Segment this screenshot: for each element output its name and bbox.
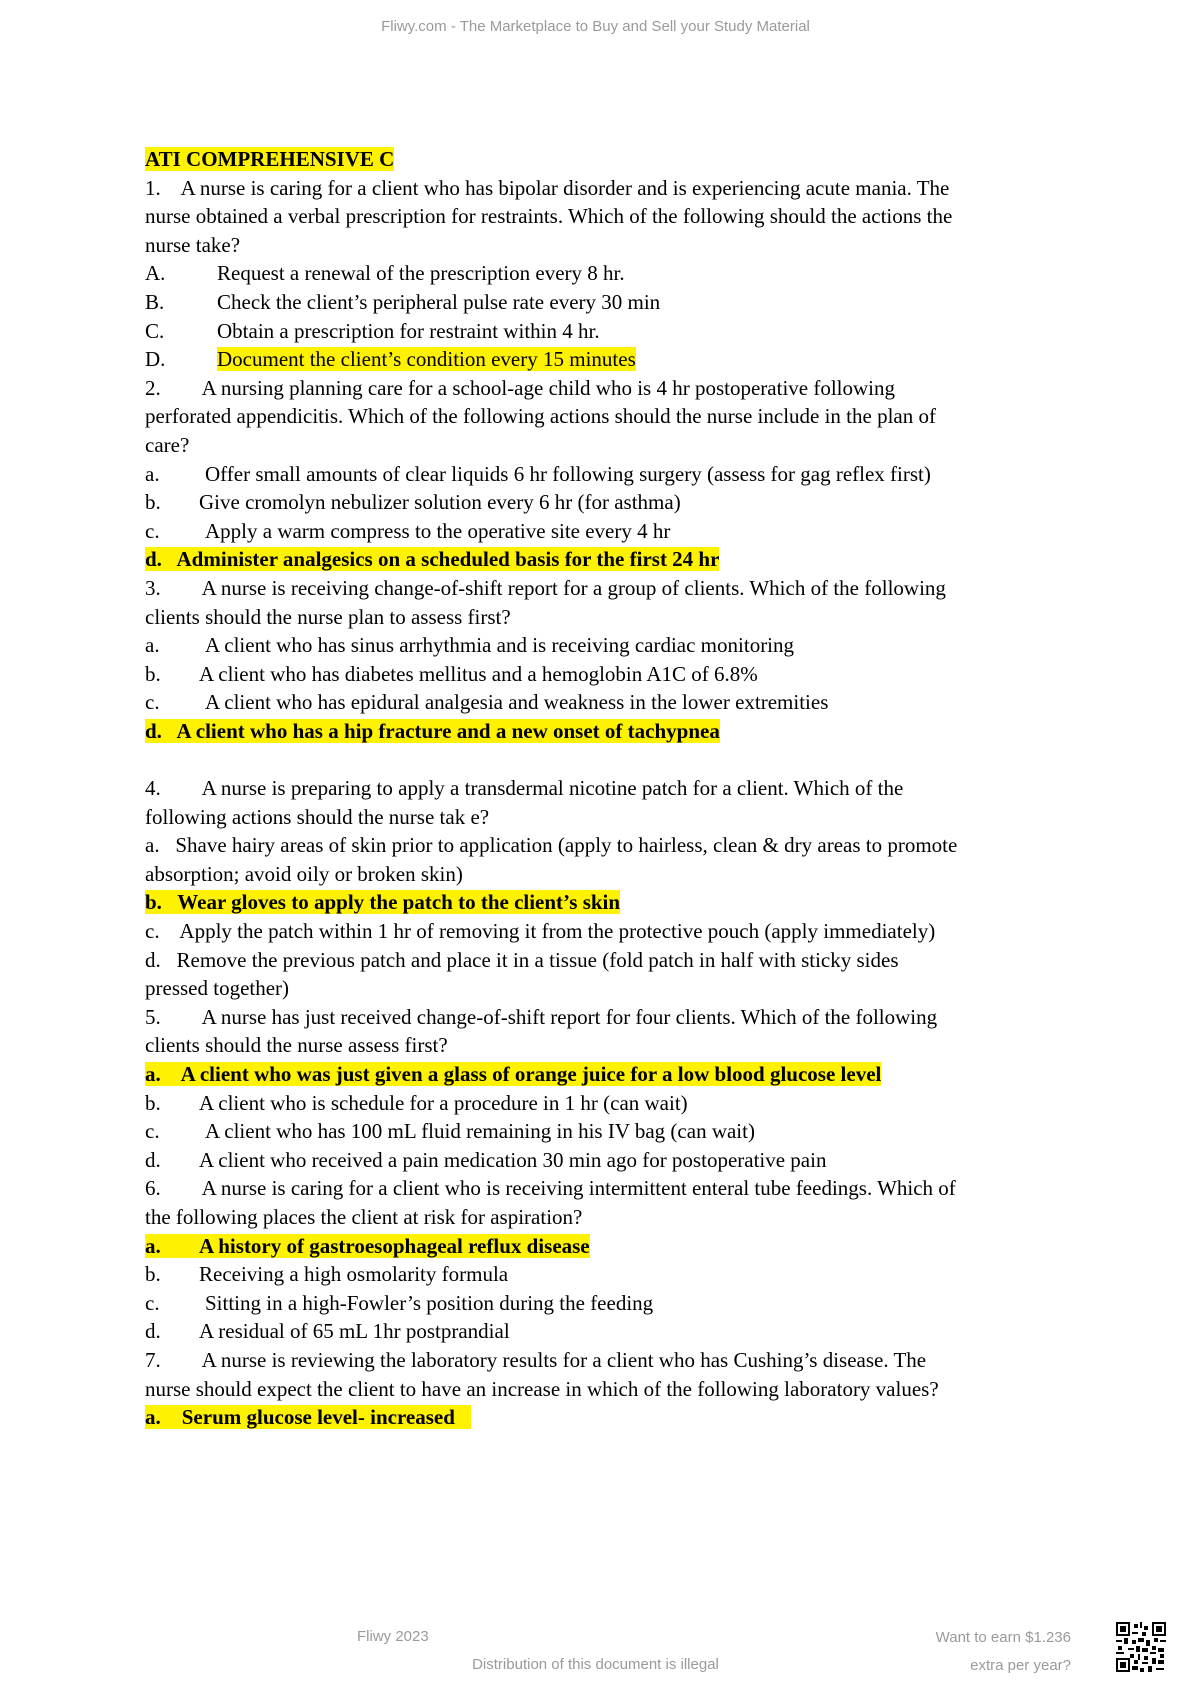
- question-2-option-a: a. Offer small amounts of clear liquids 6 hr following surgery (assess for gag reflex first): [145, 461, 931, 486]
- question-2-stem: 2. A nursing planning care for a school-age child who is 4 hr postoperative following: [145, 375, 896, 400]
- question-3-stem: 3. A nurse is receiving change-of-shift report for a group of clients. Which of the following: [145, 575, 946, 600]
- question-2-option-c: c. Apply a warm compress to the operative site every 4 hr: [145, 518, 671, 543]
- promo-line-1: Want to earn $1.236: [935, 1629, 1071, 1646]
- question-5-option-d: d. A client who received a pain medication 30 min ago for postoperative pain: [145, 1147, 827, 1172]
- question-3-answer: d. A client who has a hip fracture and a new onset of tachypnea: [145, 718, 720, 743]
- document-title: ATI COMPREHENSIVE C: [145, 147, 395, 171]
- question-4-option-a-line2: absorption; avoid oily or broken skin): [145, 861, 463, 886]
- document-body: [145, 145, 1090, 1432]
- question-4-option-a: a. Shave hairy areas of skin prior to application (apply to hairless, clean & dry areas to promote: [145, 833, 958, 858]
- question-2-option-b: b. Give cromolyn nebulizer solution every 6 hr (for asthma): [145, 490, 681, 515]
- promo-line-2: extra per year?: [970, 1657, 1071, 1674]
- question-6-stem-line2: the following places the client at risk for aspiration?: [145, 1204, 583, 1229]
- question-1-option-a: A. Request a renewal of the prescription every 8 hr.: [145, 261, 625, 286]
- question-6-option-b: b. Receiving a high osmolarity formula: [145, 1262, 509, 1287]
- question-1-answer: Document the client’s condition every 15 minutes: [217, 347, 636, 372]
- question-4-option-d: d. Remove the previous patch and place it in a tissue (fold patch in half with sticky sides: [145, 947, 899, 972]
- question-6-option-c: c. Sitting in a high-Fowler’s position during the feeding: [145, 1290, 654, 1315]
- question-1-option-b: B. Check the client’s peripheral pulse rate every 30 min: [145, 289, 661, 314]
- question-5-stem: 5. A nurse has just received change-of-shift report for four clients. Which of the following: [145, 1004, 938, 1029]
- question-5-option-c: c. A client who has 100 mL fluid remaining in his IV bag (can wait): [145, 1119, 755, 1144]
- question-2-stem-line3: care?: [145, 432, 190, 457]
- question-1-stem-line2: nurse obtained a verbal prescription for restraints. Which of the following should the actions the: [145, 204, 953, 229]
- question-6-answer: a. A history of gastroesophageal reflux disease: [145, 1233, 590, 1258]
- question-3-option-a: a. A client who has sinus arrhythmia and is receiving cardiac monitoring: [145, 633, 795, 658]
- question-7-stem-line2: nurse should expect the client to have an increase in which of the following laboratory values?: [145, 1376, 939, 1401]
- question-2-answer: d. Administer analgesics on a scheduled basis for the first 24 hr: [145, 547, 720, 572]
- question-1-option-c: C. Obtain a prescription for restraint within 4 hr.: [145, 318, 600, 343]
- question-5-option-b: b. A client who is schedule for a procedure in 1 hr (can wait): [145, 1090, 688, 1115]
- question-5-answer: a. A client who was just given a glass of orange juice for a low blood glucose level: [145, 1062, 882, 1086]
- question-1-stem-line3: nurse take?: [145, 232, 241, 257]
- question-2-stem-line2: perforated appendicitis. Which of the following actions should the nurse include in the plan of: [145, 404, 936, 429]
- question-4-answer: b. Wear gloves to apply the patch to the client’s skin: [145, 890, 621, 915]
- question-3-option-b: b. A client who has diabetes mellitus and a hemoglobin A1C of 6.8%: [145, 661, 758, 686]
- question-7-answer: a. Serum glucose level- increased: [145, 1405, 471, 1430]
- question-6-option-d: d. A residual of 65 mL 1hr postprandial: [145, 1319, 510, 1344]
- question-1-option-d: D. Document the client’s condition every 15 minutes: [145, 347, 636, 372]
- promo-text[interactable]: [936, 1624, 1071, 1680]
- question-4-option-d-line2: pressed together): [145, 976, 290, 1001]
- question-3-stem-line2: clients should the nurse plan to assess first?: [145, 604, 511, 629]
- site-header: Fliwy.com - The Marketplace to Buy and Sell your Study Material: [381, 18, 810, 35]
- question-3-option-c: c. A client who has epidural analgesia and weakness in the lower extremities: [145, 690, 829, 715]
- question-5-stem-line2: clients should the nurse assess first?: [145, 1033, 448, 1058]
- question-4-option-c: c. Apply the patch within 1 hr of removing it from the protective pouch (apply immediately): [145, 919, 936, 944]
- footer-brand: Fliwy 2023: [357, 1628, 429, 1645]
- spacer: [145, 745, 1090, 774]
- question-1-stem: 1. A nurse is caring for a client who has bipolar disorder and is experiencing acute mania. The: [145, 175, 950, 200]
- question-4-stem-line2: following actions should the nurse tak e?: [145, 804, 490, 829]
- qr-code-icon[interactable]: [1116, 1622, 1166, 1672]
- question-7-stem: 7. A nurse is reviewing the laboratory results for a client who has Cushing’s disease. The: [145, 1347, 927, 1372]
- footer-notice: Distribution of this document is illegal: [472, 1656, 719, 1673]
- question-4-stem: 4. A nurse is preparing to apply a transdermal nicotine patch for a client. Which of the: [145, 776, 904, 801]
- question-6-stem: 6. A nurse is caring for a client who is receiving intermittent enteral tube feedings. Which of: [145, 1176, 956, 1201]
